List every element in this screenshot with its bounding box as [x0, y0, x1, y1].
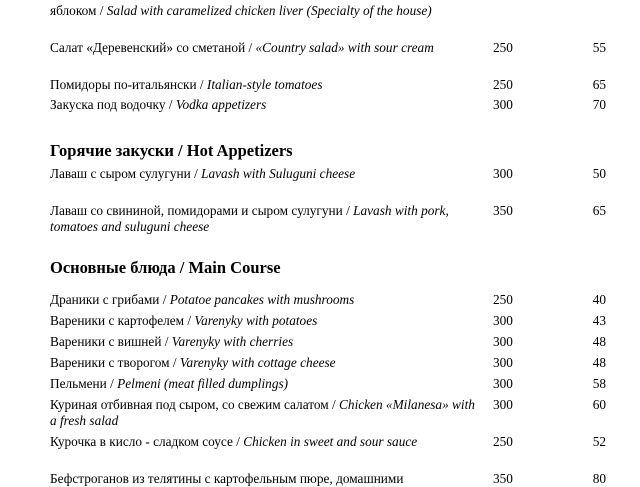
item-name-en: Italian-style tomatoes — [206, 77, 323, 92]
item-weight: 250 — [493, 434, 513, 449]
item-weight: 300 — [493, 313, 513, 328]
item-weight: 250 — [493, 292, 513, 307]
item-price: 58 — [592, 376, 606, 391]
item-name-en: Varenyky with potatoes — [194, 313, 318, 328]
item-price: 70 — [592, 97, 606, 112]
item-weight: 300 — [493, 334, 513, 349]
section-heading-main-course: Основные блюда / Main Course — [50, 258, 281, 277]
item-price: 65 — [592, 77, 606, 92]
item-name-en: Chicken in sweet and sour sauce — [243, 434, 418, 449]
item-name-ru: Помидоры по-итальянски / — [50, 77, 207, 92]
item-name-ru: Вареники с картофелем / — [50, 313, 195, 328]
item-name-en: «Country salad» with sour cream — [255, 40, 434, 55]
item-name-ru: Салат «Деревенский» со сметаной / — [50, 40, 256, 55]
item-name-en: Chicken «Milanesa» with a fresh salad — [50, 397, 475, 428]
item-price: 48 — [592, 355, 606, 370]
item-name-en: Potatoe pancakes with mushrooms — [169, 292, 355, 307]
item-name-en: Lavash with Suluguni cheese — [201, 166, 356, 181]
item-weight: 300 — [493, 355, 513, 370]
item-price: 43 — [592, 313, 606, 328]
item-weight: 350 — [493, 471, 513, 486]
item-price: 55 — [592, 40, 606, 55]
item-price: 48 — [592, 334, 606, 349]
item-name-ru: Курочка в кисло - сладком соусе / — [50, 434, 244, 449]
item-name-ru: Закуска под водочку / — [50, 97, 176, 112]
item-name-ru: яблоком / — [50, 3, 107, 18]
item-name-en: Pelmeni (meat filled dumplings) — [117, 376, 289, 391]
item-name-ru: Вареники с вишней / — [50, 334, 172, 349]
item-weight: 250 — [493, 77, 513, 92]
item-weight: 300 — [493, 166, 513, 181]
item-name-ru: Лаваш со свининой, помидорами и сыром сулугуни / — [50, 203, 354, 218]
item-weight: 300 — [493, 97, 513, 112]
item-price: 52 — [592, 434, 606, 449]
item-name-en: Varenyky with cherries — [171, 334, 294, 349]
item-name-ru: Куриная отбивная под сыром, со свежим салатом / — [50, 397, 340, 412]
item-name-en: Lavash with pork, tomatoes and suluguni cheese — [50, 203, 449, 234]
item-name-ru: Пельмени / — [50, 376, 118, 391]
item-weight: 300 — [493, 397, 513, 412]
item-name-ru: Драники с грибами / — [50, 292, 170, 307]
item-price: 65 — [592, 203, 606, 218]
item-name-en: Varenyky with cottage cheese — [179, 355, 336, 370]
item-name-ru: Вареники с творогом / — [50, 355, 180, 370]
item-weight: 350 — [493, 203, 513, 218]
item-price: 40 — [592, 292, 606, 307]
item-price: 60 — [592, 397, 606, 412]
item-price: 50 — [592, 166, 606, 181]
item-name-en: Vodka appetizers — [175, 97, 267, 112]
item-weight: 250 — [493, 40, 513, 55]
section-heading-hot-appetizers: Горячие закуски / Hot Appetizers — [50, 141, 293, 160]
item-name-en: Salad with caramelized chicken liver (Specialty of the house) — [106, 3, 432, 18]
item-name-ru: Бефстроганов из телятины с картофельным пюре, домашними — [50, 471, 404, 486]
item-price: 80 — [592, 471, 606, 486]
item-name-ru: Лаваш с сыром сулугуни / — [50, 166, 202, 181]
item-weight: 300 — [493, 376, 513, 391]
